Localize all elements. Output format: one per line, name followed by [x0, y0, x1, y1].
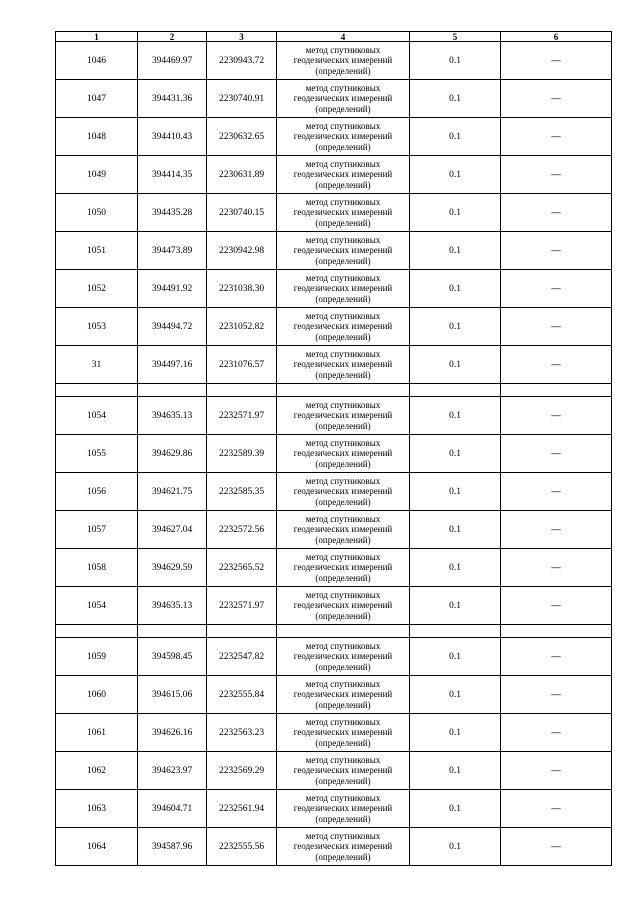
table-row [56, 587, 612, 625]
x-coordinate-cell: 394410.43 [138, 118, 207, 156]
header-col-2: 2 [138, 32, 207, 42]
method-text-line: (определений) [315, 331, 371, 342]
y-coordinate-cell: 2232555.56 [207, 828, 277, 866]
method-text-line: геодезических измерений [293, 321, 393, 332]
method-text-line: геодезических измерений [293, 651, 393, 662]
table-row [56, 752, 612, 790]
empty-cell [207, 384, 277, 397]
table-row [56, 156, 612, 194]
method-cell [277, 232, 410, 270]
x-coordinate-cell: 394635.13 [138, 397, 207, 435]
table-row [56, 511, 612, 549]
method-cell [277, 270, 410, 308]
method-text-line: метод спутниковых [305, 830, 381, 841]
method-text-line: (определений) [315, 217, 371, 228]
method-text-line: метод спутниковых [305, 792, 381, 803]
point-number-cell: 1051 [56, 232, 138, 270]
method-text-line: геодезических измерений [293, 448, 393, 459]
point-number-cell: 1054 [56, 587, 138, 625]
method-text-line: геодезических измерений [293, 689, 393, 700]
method-cell [277, 42, 410, 80]
y-coordinate-cell: 2232572.56 [207, 511, 277, 549]
accuracy-cell: 0.1 [410, 118, 501, 156]
description-cell: — [501, 790, 612, 828]
x-coordinate-cell: 394615.06 [138, 676, 207, 714]
description-cell: — [501, 308, 612, 346]
point-number-cell: 1055 [56, 435, 138, 473]
method-cell [277, 714, 410, 752]
method-text-line: геодезических измерений [293, 245, 393, 256]
accuracy-cell: 0.1 [410, 194, 501, 232]
method-text-line: (определений) [315, 65, 371, 76]
method-text-line: (определений) [315, 293, 371, 304]
method-text-line: метод спутниковых [305, 158, 381, 169]
description-cell: — [501, 156, 612, 194]
method-text-line: (определений) [315, 610, 371, 621]
method-cell [277, 346, 410, 384]
point-number-cell: 1047 [56, 80, 138, 118]
method-cell [277, 473, 410, 511]
method-cell [277, 156, 410, 194]
table-row [56, 638, 612, 676]
point-number-cell: 1056 [56, 473, 138, 511]
empty-cell [410, 384, 501, 397]
empty-cell [501, 384, 612, 397]
accuracy-cell: 0.1 [410, 435, 501, 473]
method-cell [277, 118, 410, 156]
y-coordinate-cell: 2232571.97 [207, 587, 277, 625]
x-coordinate-cell: 394626.16 [138, 714, 207, 752]
accuracy-cell: 0.1 [410, 714, 501, 752]
table-separator-row [56, 384, 612, 397]
method-text-line: метод спутниковых [305, 551, 381, 562]
method-text-line: (определений) [315, 179, 371, 190]
method-text-line: геодезических измерений [293, 131, 393, 142]
description-cell: — [501, 232, 612, 270]
accuracy-cell: 0.1 [410, 397, 501, 435]
description-cell: — [501, 638, 612, 676]
method-text-line: геодезических измерений [293, 93, 393, 104]
method-text-line: геодезических измерений [293, 359, 393, 370]
y-coordinate-cell: 2230740.15 [207, 194, 277, 232]
method-text-line: метод спутниковых [305, 513, 381, 524]
table-row [56, 232, 612, 270]
method-cell [277, 194, 410, 232]
table-header-row [56, 32, 612, 42]
method-text-line: метод спутниковых [305, 196, 381, 207]
description-cell: — [501, 752, 612, 790]
point-number-cell: 1062 [56, 752, 138, 790]
method-text-line: геодезических измерений [293, 283, 393, 294]
table-row [56, 194, 612, 232]
method-text-line: метод спутниковых [305, 82, 381, 93]
table-separator-row [56, 625, 612, 638]
y-coordinate-cell: 2232561.94 [207, 790, 277, 828]
description-cell: — [501, 194, 612, 232]
x-coordinate-cell: 394604.71 [138, 790, 207, 828]
y-coordinate-cell: 2232589.39 [207, 435, 277, 473]
point-number-cell: 1050 [56, 194, 138, 232]
table-row [56, 435, 612, 473]
table-row [56, 308, 612, 346]
point-number-cell: 1053 [56, 308, 138, 346]
method-cell [277, 549, 410, 587]
accuracy-cell: 0.1 [410, 232, 501, 270]
description-cell: — [501, 511, 612, 549]
method-text-line: метод спутниковых [305, 589, 381, 600]
table-row [56, 473, 612, 511]
table-row [56, 676, 612, 714]
y-coordinate-cell: 2230942.98 [207, 232, 277, 270]
method-text-line: (определений) [315, 255, 371, 266]
description-cell: — [501, 118, 612, 156]
point-number-cell: 1061 [56, 714, 138, 752]
method-text-line: (определений) [315, 661, 371, 672]
y-coordinate-cell: 2230632.65 [207, 118, 277, 156]
description-cell: — [501, 473, 612, 511]
point-number-cell: 1064 [56, 828, 138, 866]
point-number-cell: 1052 [56, 270, 138, 308]
description-cell: — [501, 549, 612, 587]
point-number-cell: 1046 [56, 42, 138, 80]
x-coordinate-cell: 394587.96 [138, 828, 207, 866]
method-text-line: метод спутниковых [305, 640, 381, 651]
method-cell [277, 308, 410, 346]
empty-cell [277, 625, 410, 638]
method-text-line: (определений) [315, 699, 371, 710]
accuracy-cell: 0.1 [410, 828, 501, 866]
description-cell: — [501, 828, 612, 866]
x-coordinate-cell: 394414.35 [138, 156, 207, 194]
empty-cell [56, 625, 138, 638]
method-text-line: геодезических измерений [293, 803, 393, 814]
method-text-line: геодезических измерений [293, 841, 393, 852]
x-coordinate-cell: 394469.97 [138, 42, 207, 80]
point-number-cell: 1054 [56, 397, 138, 435]
empty-cell [207, 625, 277, 638]
method-cell [277, 638, 410, 676]
method-text-line: геодезических измерений [293, 600, 393, 611]
table-row [56, 80, 612, 118]
method-text-line: (определений) [315, 369, 371, 380]
accuracy-cell: 0.1 [410, 752, 501, 790]
method-cell [277, 435, 410, 473]
accuracy-cell: 0.1 [410, 308, 501, 346]
y-coordinate-cell: 2231076.57 [207, 346, 277, 384]
method-text-line: (определений) [315, 103, 371, 114]
method-text-line: метод спутниковых [305, 475, 381, 486]
header-col-1: 1 [56, 32, 138, 42]
point-number-cell: 31 [56, 346, 138, 384]
x-coordinate-cell: 394435.28 [138, 194, 207, 232]
x-coordinate-cell: 394494.72 [138, 308, 207, 346]
method-cell [277, 80, 410, 118]
x-coordinate-cell: 394497.16 [138, 346, 207, 384]
y-coordinate-cell: 2232585.35 [207, 473, 277, 511]
header-col-5: 5 [410, 32, 501, 42]
method-text-line: (определений) [315, 851, 371, 862]
x-coordinate-cell: 394629.59 [138, 549, 207, 587]
table-row [56, 790, 612, 828]
x-coordinate-cell: 394598.45 [138, 638, 207, 676]
accuracy-cell: 0.1 [410, 638, 501, 676]
description-cell: — [501, 346, 612, 384]
method-text-line: геодезических измерений [293, 727, 393, 738]
point-number-cell: 1058 [56, 549, 138, 587]
y-coordinate-cell: 2232565.52 [207, 549, 277, 587]
method-text-line: (определений) [315, 534, 371, 545]
accuracy-cell: 0.1 [410, 346, 501, 384]
method-text-line: метод спутниковых [305, 348, 381, 359]
point-number-cell: 1049 [56, 156, 138, 194]
method-text-line: (определений) [315, 775, 371, 786]
accuracy-cell: 0.1 [410, 156, 501, 194]
table-row [56, 118, 612, 156]
method-text-line: геодезических измерений [293, 207, 393, 218]
x-coordinate-cell: 394623.97 [138, 752, 207, 790]
method-cell [277, 587, 410, 625]
accuracy-cell: 0.1 [410, 587, 501, 625]
method-text-line: метод спутниковых [305, 437, 381, 448]
table-row [56, 714, 612, 752]
header-col-6: 6 [501, 32, 612, 42]
method-cell [277, 397, 410, 435]
method-text-line: геодезических измерений [293, 486, 393, 497]
point-number-cell: 1057 [56, 511, 138, 549]
accuracy-cell: 0.1 [410, 42, 501, 80]
method-text-line: метод спутниковых [305, 44, 381, 55]
description-cell: — [501, 270, 612, 308]
method-text-line: метод спутниковых [305, 678, 381, 689]
x-coordinate-cell: 394431.36 [138, 80, 207, 118]
y-coordinate-cell: 2230943.72 [207, 42, 277, 80]
method-cell [277, 511, 410, 549]
method-text-line: геодезических измерений [293, 765, 393, 776]
point-number-cell: 1060 [56, 676, 138, 714]
empty-cell [138, 625, 207, 638]
method-text-line: геодезических измерений [293, 55, 393, 66]
description-cell: — [501, 42, 612, 80]
point-number-cell: 1048 [56, 118, 138, 156]
method-text-line: геодезических измерений [293, 410, 393, 421]
accuracy-cell: 0.1 [410, 676, 501, 714]
empty-cell [138, 384, 207, 397]
description-cell: — [501, 435, 612, 473]
accuracy-cell: 0.1 [410, 80, 501, 118]
y-coordinate-cell: 2232547.82 [207, 638, 277, 676]
method-text-line: геодезических измерений [293, 562, 393, 573]
empty-cell [277, 384, 410, 397]
point-number-cell: 1059 [56, 638, 138, 676]
method-text-line: метод спутниковых [305, 399, 381, 410]
method-cell [277, 790, 410, 828]
accuracy-cell: 0.1 [410, 790, 501, 828]
empty-cell [501, 625, 612, 638]
x-coordinate-cell: 394635.13 [138, 587, 207, 625]
y-coordinate-cell: 2230631.89 [207, 156, 277, 194]
method-text-line: метод спутниковых [305, 716, 381, 727]
x-coordinate-cell: 394473.89 [138, 232, 207, 270]
coordinates-table [55, 31, 612, 866]
method-cell [277, 676, 410, 714]
y-coordinate-cell: 2232571.97 [207, 397, 277, 435]
method-text-line: метод спутниковых [305, 272, 381, 283]
y-coordinate-cell: 2232555.84 [207, 676, 277, 714]
method-text-line: (определений) [315, 572, 371, 583]
table-row [56, 828, 612, 866]
description-cell: — [501, 587, 612, 625]
method-text-line: метод спутниковых [305, 310, 381, 321]
accuracy-cell: 0.1 [410, 473, 501, 511]
method-text-line: (определений) [315, 420, 371, 431]
method-text-line: метод спутниковых [305, 234, 381, 245]
method-text-line: метод спутниковых [305, 120, 381, 131]
table-row [56, 397, 612, 435]
y-coordinate-cell: 2232569.29 [207, 752, 277, 790]
description-cell: — [501, 80, 612, 118]
header-col-3: 3 [207, 32, 277, 42]
description-cell: — [501, 397, 612, 435]
method-text-line: (определений) [315, 737, 371, 748]
x-coordinate-cell: 394627.04 [138, 511, 207, 549]
table-row [56, 270, 612, 308]
method-text-line: (определений) [315, 141, 371, 152]
description-cell: — [501, 714, 612, 752]
method-text-line: геодезических измерений [293, 524, 393, 535]
method-text-line: (определений) [315, 813, 371, 824]
x-coordinate-cell: 394629.86 [138, 435, 207, 473]
method-cell [277, 828, 410, 866]
method-text-line: (определений) [315, 496, 371, 507]
accuracy-cell: 0.1 [410, 511, 501, 549]
y-coordinate-cell: 2230740.91 [207, 80, 277, 118]
accuracy-cell: 0.1 [410, 549, 501, 587]
empty-cell [56, 384, 138, 397]
y-coordinate-cell: 2231038.30 [207, 270, 277, 308]
table-row [56, 346, 612, 384]
description-cell: — [501, 676, 612, 714]
table-row [56, 549, 612, 587]
x-coordinate-cell: 394491.92 [138, 270, 207, 308]
method-text-line: геодезических измерений [293, 169, 393, 180]
point-number-cell: 1063 [56, 790, 138, 828]
method-cell [277, 752, 410, 790]
accuracy-cell: 0.1 [410, 270, 501, 308]
header-col-4: 4 [277, 32, 410, 42]
empty-cell [410, 625, 501, 638]
table-body [56, 42, 612, 866]
method-text-line: (определений) [315, 458, 371, 469]
table-row [56, 42, 612, 80]
y-coordinate-cell: 2231052.82 [207, 308, 277, 346]
method-text-line: метод спутниковых [305, 754, 381, 765]
x-coordinate-cell: 394621.75 [138, 473, 207, 511]
y-coordinate-cell: 2232563.23 [207, 714, 277, 752]
